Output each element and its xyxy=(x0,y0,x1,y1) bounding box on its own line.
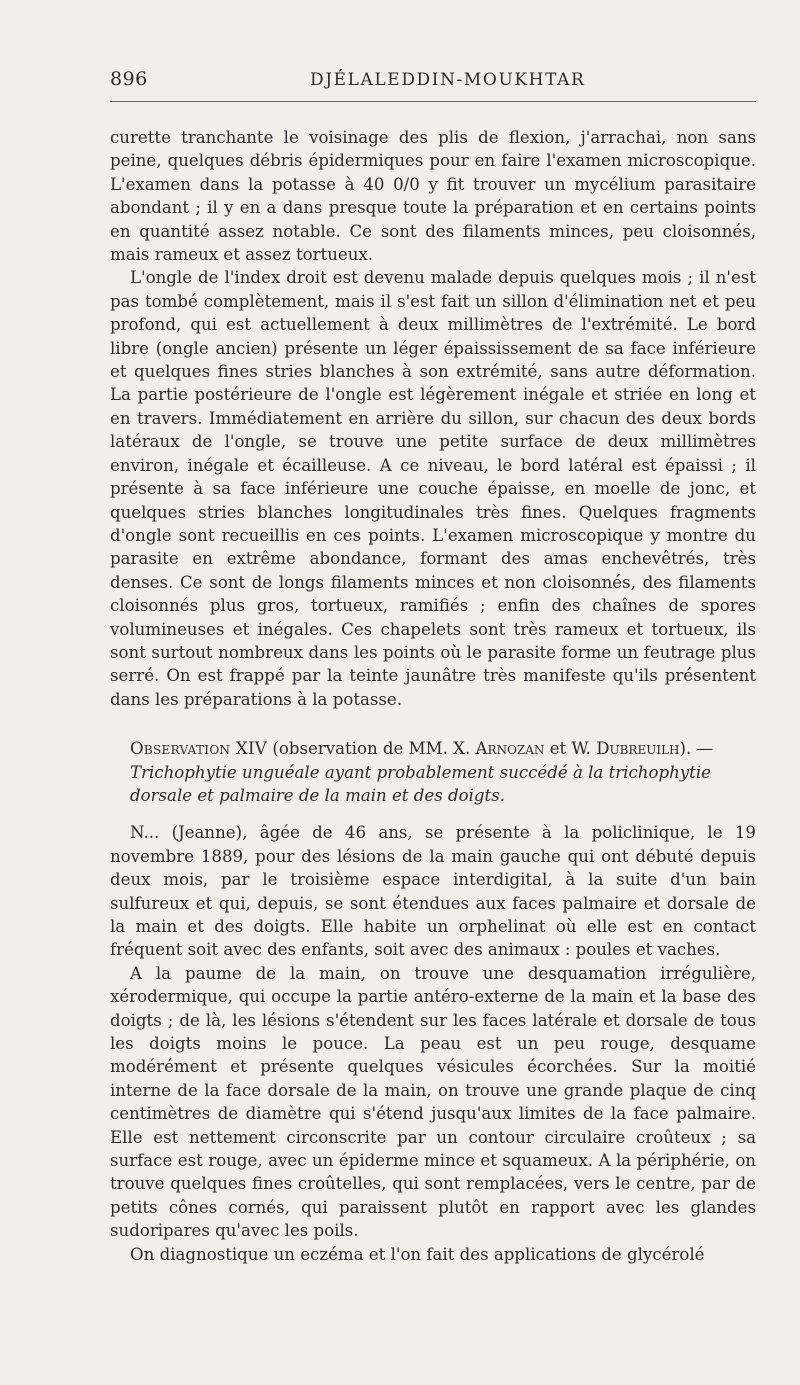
observation-author-1: Arnozan xyxy=(475,739,545,759)
book-page xyxy=(110,0,756,1385)
paragraph-case-palm: A la paume de la main, on trouve une desquamation irrégulière, xérodermique, qui occupe la partie antéro-externe de la main et la base des doigts ; de là, les lésions s'étendent sur les faces latérale et dorsale de tous les doigts moins le pouce. La peau est un peu rouge, desquame modérément et présente quelques vésicules écorchées. Sur la moitié interne de la face dorsale de la main, on trouve une grande plaque de cinq centimètres de diamètre qui s'étend jusqu'aux limites de la face palmaire. Elle est nettement circonscrite par un contour circulaire croûteux ; sa surface est rouge, avec un épiderme mince et squameux. A la périphérie, on trouve quelques fines croûtelles, qui sont remplacées, vers le centre, par de petits cônes cornés, qui paraissent plutôt en rapport avec les glandes sudoripares qu'avec les poils. xyxy=(110,963,756,1241)
observation-connector: et W. xyxy=(549,739,591,759)
page-number: 896 xyxy=(110,68,148,90)
page-header xyxy=(110,60,756,100)
observation-line xyxy=(110,737,756,760)
observation-label: Observation XIV xyxy=(130,739,268,759)
observation-author-2: Dubreuilh xyxy=(596,739,680,759)
paragraph-continuation: curette tranchante le voisinage des plis de flexion, j'arrachai, non sans peine, quelques débris épidermiques pour en faire l'examen microscopique. L'examen dans la potasse à 40 0/0 y fit trouver un mycélium parasitaire abondant ; il y en a dans presque toute la préparation et en certains points en quantité assez notable. Ce sont des filaments minces, peu cloisonnés, mais rameux et assez tortueux. xyxy=(110,128,756,265)
paragraph-diagnosis: On diagnostique un eczéma et l'on fait des applications de glycérolé xyxy=(130,1244,705,1264)
header-rule xyxy=(110,101,756,102)
body-text xyxy=(110,126,756,1266)
observation-heading xyxy=(110,737,756,807)
running-head: DJÉLALEDDIN-MOUKHTAR xyxy=(310,70,586,90)
observation-title: Trichophytie unguéale ayant probablement succédé à la trichophytie dorsale et palmaire de la main et des doigts. xyxy=(130,762,711,805)
paragraph-case-intro: N... (Jeanne), âgée de 46 ans, se présente à la policlinique, le 19 novembre 1889, pour des lésions de la main gauche qui ont débuté depuis deux mois, par le troisième espace interdigital, à la suite d'un bain sulfureux et qui, depuis, se sont étendues aux faces palmaire et dorsale de la main et des doigts. Elle habite un orphelinat où elle est en contact fréquent soit avec des enfants, soit avec des animaux : poules et vaches. xyxy=(110,823,756,960)
observation-intro: (observation de MM. X. xyxy=(272,739,471,759)
observation-closing: ). — xyxy=(679,739,714,759)
paragraph-index-nail: L'ongle de l'index droit est devenu malade depuis quelques mois ; il n'est pas tombé complètement, mais il s'est fait un sillon d'élimination net et peu profond, qui est actuellement à deux millimètres de l'extrémité. Le bord libre (ongle ancien) présente un léger épaississement de sa face inférieure et quelques fines stries blanches à son extrémité, sans autre déformation. La partie postérieure de l'ongle est légèrement inégale et striée en long et en travers. Immédiatement en arrière du sillon, sur chacun des deux bords latéraux de l'ongle, se trouve une petite surface de deux millimètres environ, inégale et écailleuse. A ce niveau, le bord latéral est épaissi ; il présente à sa face inférieure une couche épaisse, en moelle de jonc, et quelques stries blanches longitudinales très fines. Quelques fragments d'ongle sont recueillis en ces points. L'examen microscopique y montre du parasite en extrême abondance, formant des amas enchevêtrés, très denses. Ce sont de longs filaments minces et non cloisonnés, des filaments cloisonnés plus gros, tortueux, ramifiés ; enfin des chaînes de spores volumineuses et inégales. Ces chapelets sont très rameux et tortueux, ils sont surtout nombreux dans les points où le parasite forme un feutrage plus serré. On est frappé par la teinte jaunâtre très manifeste qu'ils présentent dans les préparations à la potasse. xyxy=(110,268,756,709)
